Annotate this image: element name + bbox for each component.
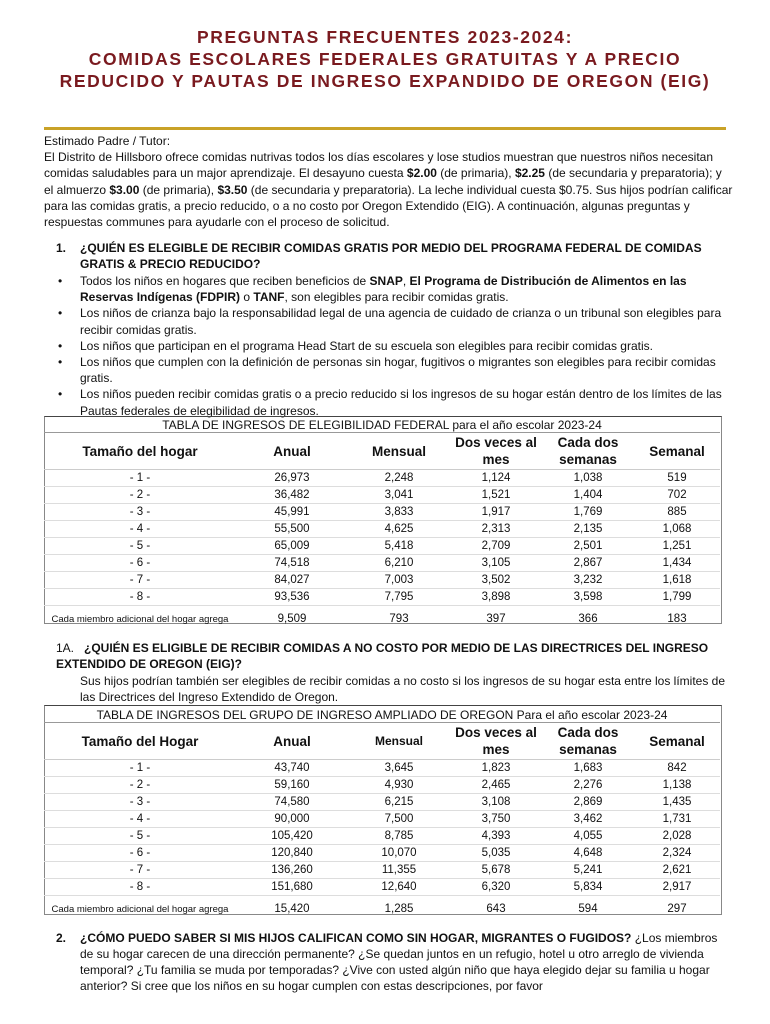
table-cell: - 3 - (44, 794, 236, 811)
table-cell: - 6 - (44, 555, 236, 572)
table-cell: - 3 - (44, 504, 236, 521)
table-row (44, 487, 720, 504)
table-cell: - 4 - (44, 521, 236, 538)
table-header-row (44, 723, 720, 760)
table-cell: 3,105 (450, 555, 542, 572)
question-2 (56, 930, 726, 994)
table-cell: 594 (578, 903, 598, 915)
column-header: Dos veces al mes (450, 433, 542, 470)
table-cell: 4,055 (542, 828, 634, 845)
table-cell: 3,232 (542, 572, 634, 589)
table-cell: 1,038 (542, 470, 634, 487)
table-row (44, 862, 720, 879)
table-cell: 12,640 (348, 879, 450, 896)
column-header: Semanal (634, 433, 720, 470)
table-cell: 93,536 (236, 589, 348, 606)
table-cell: 74,580 (236, 794, 348, 811)
table-cell: 3,750 (450, 811, 542, 828)
table-cell: 1,068 (634, 521, 720, 538)
table-cell: 15,420 (274, 903, 310, 915)
table-row (44, 811, 720, 828)
question-text: ¿QUIÉN ES ELEGIBLE DE RECIBIR COMIDAS GRATIS POR MEDIO DEL PROGRAMA FEDERAL DE COMIDAS GRATIS & PRECIO REDUCIDO? (80, 241, 702, 271)
table-cell: - 7 - (44, 572, 236, 589)
table-cell: - 2 - (44, 777, 236, 794)
question-number: 2. (56, 931, 67, 945)
table-cell: 366 (578, 613, 598, 625)
table-cell: 3,041 (348, 487, 450, 504)
table-cell: 2,324 (634, 845, 720, 862)
table-row (44, 589, 720, 606)
table-cell: 2,917 (634, 879, 720, 896)
table-cell: 1,521 (450, 487, 542, 504)
table-cell: 43,740 (236, 760, 348, 777)
table-cell: - 8 - (44, 879, 236, 896)
table-cell: 84,027 (236, 572, 348, 589)
table-cell: 1,618 (634, 572, 720, 589)
question-number: 1. (56, 241, 67, 255)
table-cell: 5,241 (542, 862, 634, 879)
table-cell: 5,834 (542, 879, 634, 896)
table-cell: 1,434 (634, 555, 720, 572)
table-cell: 2,869 (542, 794, 634, 811)
table-cell: 2,135 (542, 521, 634, 538)
question-1a-body: Sus hijos podrían también ser elegibles de recibir comidas a no costo si los ingresos de su hogar esta entre los límites de las Directrices del Ingreso Extendido de Oregon. (80, 674, 726, 704)
table-cell: 6,320 (450, 879, 542, 896)
table-row-additional (44, 606, 720, 633)
column-header: Anual (236, 433, 348, 470)
table-cell: - 1 - (44, 470, 236, 487)
table-cell: 59,160 (236, 777, 348, 794)
table-cell: 183 (667, 613, 687, 625)
table-cell: 3,108 (450, 794, 542, 811)
table-cell: 1,285 (384, 903, 414, 915)
column-header: Cada dos semanas (542, 433, 634, 470)
title-line-3: REDUCIDO Y PAUTAS DE INGRESO EXPANDIDO DE OREGON (EIG) (59, 71, 711, 91)
table-row (44, 555, 720, 572)
table-cell: 1,251 (634, 538, 720, 555)
table-cell: 2,313 (450, 521, 542, 538)
table-cell: 1,404 (542, 487, 634, 504)
intro-paragraph: El Distrito de Hillsboro ofrece comidas nutrivas todos los días escolares y lose studios muestran que nuestros niños necesitan comidas saludables para un major aprendizaje. El desayuno cuesta $2.00 (de primaria), $2.25 (de secundaria y preparatoria); y el almuerzo $3.00 (de primaria), $3.50 (de secundaria y preparatoria). La leche individual cuesta $0.75. Sus hijos podrían calificar para las comidas gratis, a precio reducido, o a no costo por Oregon Extendido (EIG). A continuación, algunas preguntas y respuestas communes para ayudarle con el proceso de solicitud. (44, 150, 733, 230)
table-cell: - 7 - (44, 862, 236, 879)
table-cell: 7,795 (348, 589, 450, 606)
table-cell: 4,625 (348, 521, 450, 538)
table-row (44, 572, 720, 589)
question-1a (56, 640, 726, 672)
table-cell: 1,799 (634, 589, 720, 606)
table-cell: 3,833 (348, 504, 450, 521)
table-cell: Cada miembro adicional del hogar agrega (51, 903, 229, 915)
table-caption: TABLA DE INGRESOS DEL GRUPO DE INGRESO AMPLIADO DE OREGON Para el año escolar 2023-24 (44, 707, 720, 723)
table-cell: 2,621 (634, 862, 720, 879)
list-item: • Los niños pueden recibir comidas gratis o a precio reducido si los ingresos de su hogar están dentro de los límites de las Pautas federales de elegibilidad de ingresos. (56, 386, 726, 418)
table-cell: 1,124 (450, 470, 542, 487)
table-cell: 3,898 (450, 589, 542, 606)
intro-section (44, 133, 734, 230)
table-cell: 136,260 (236, 862, 348, 879)
table-cell: 8,785 (348, 828, 450, 845)
table-caption: TABLA DE INGRESOS DE ELEGIBILIDAD FEDERAL para el año escolar 2023-24 (44, 417, 720, 433)
column-header: Anual (236, 723, 348, 760)
table-cell: 793 (389, 613, 409, 625)
table-cell: 5,678 (450, 862, 542, 879)
table-row (44, 760, 720, 777)
table-row (44, 538, 720, 555)
table-cell: 2,501 (542, 538, 634, 555)
table-cell: - 2 - (44, 487, 236, 504)
table-cell: 297 (667, 903, 687, 915)
table-row (44, 794, 720, 811)
question-text: 1A. ¿QUIÉN ES ELIGIBLE DE RECIBIR COMIDAS A NO COSTO POR MEDIO DE LAS DIRECTRICES DEL INGRESO EXTENDIDO DE OREGON (EIG)? (56, 641, 709, 671)
table-cell: 74,518 (236, 555, 348, 572)
table-cell: - 5 - (44, 538, 236, 555)
table-row (44, 470, 720, 487)
eligibility-list (56, 273, 726, 419)
table-cell: 9,509 (277, 613, 307, 625)
column-header: Tamaño del Hogar (44, 723, 236, 760)
table-cell: 702 (634, 487, 720, 504)
table-cell: 105,420 (236, 828, 348, 845)
table-cell: 2,276 (542, 777, 634, 794)
table-cell: - 5 - (44, 828, 236, 845)
table-cell: - 8 - (44, 589, 236, 606)
table-cell: 885 (634, 504, 720, 521)
table-cell: 10,070 (348, 845, 450, 862)
column-header: Dos veces al mes (450, 723, 542, 760)
table-header-row (44, 433, 720, 470)
table-cell: 3,502 (450, 572, 542, 589)
table-cell: 1,138 (634, 777, 720, 794)
table-cell: 2,248 (348, 470, 450, 487)
table-cell: 519 (634, 470, 720, 487)
table-cell: 5,035 (450, 845, 542, 862)
column-header: Tamaño del hogar (44, 433, 236, 470)
list-item: • Los niños de crianza bajo la responsabilidad legal de una agencia de cuidado de crianza o un tribunal son elegibles para recibir comidas gratis. (56, 305, 726, 337)
column-header: Semanal (634, 723, 720, 760)
table-row (44, 879, 720, 896)
table-cell: 36,482 (236, 487, 348, 504)
table-cell: 5,418 (348, 538, 450, 555)
column-header: Cada dos semanas (542, 723, 634, 760)
list-item: • Los niños que participan en el programa Head Start de su escuela son elegibles para recibir comidas gratis. (56, 338, 726, 354)
table-cell: 26,973 (236, 470, 348, 487)
table-cell: 120,840 (236, 845, 348, 862)
gold-divider (44, 127, 726, 130)
table-cell: 2,709 (450, 538, 542, 555)
table-row (44, 521, 720, 538)
column-header: Mensual (348, 723, 450, 760)
table-cell: - 1 - (44, 760, 236, 777)
table-cell: 90,000 (236, 811, 348, 828)
table-cell: 1,435 (634, 794, 720, 811)
table-cell: 1,917 (450, 504, 542, 521)
list-item: • Los niños que cumplen con la definición de personas sin hogar, fugitivos o migrantes son elegibles para recibir comidas gratis. (56, 354, 726, 386)
table-cell: 2,465 (450, 777, 542, 794)
table-cell: 1,823 (450, 760, 542, 777)
table-cell: 151,680 (236, 879, 348, 896)
document-title (30, 26, 740, 92)
question-text: ¿CÓMO PUEDO SABER SI MIS HIJOS CALIFICAN COMO SIN HOGAR, MIGRANTES O FUGIDOS? ¿Los miembros de su hogar carecen de una dirección permanente? ¿Se quedan juntos en un refugio, hotel u otro arreglo de vivienda temporal? ¿Tu familia se muda por temporadas? ¿Vive con usted algún niño que haya elegido dejar su familia u hogar anterior? Si cree que los niños en su hogar cumplen con estas descripciones, por favor (80, 931, 718, 993)
table-cell: 3,645 (348, 760, 450, 777)
title-line-2: COMIDAS ESCOLARES FEDERALES GRATUITAS Y A PRECIO (88, 49, 682, 69)
table-cell: 842 (634, 760, 720, 777)
title-line-1: PREGUNTAS FRECUENTES 2023-2024: (196, 27, 574, 47)
table-cell: 3,462 (542, 811, 634, 828)
table-cell: 6,215 (348, 794, 450, 811)
table-cell: 3,598 (542, 589, 634, 606)
table-cell: 7,003 (348, 572, 450, 589)
table-cell: 65,009 (236, 538, 348, 555)
table-cell: 7,500 (348, 811, 450, 828)
table-row (44, 845, 720, 862)
salutation: Estimado Padre / Tutor: (44, 134, 171, 148)
table-cell: 2,028 (634, 828, 720, 845)
table-cell: Cada miembro adicional del hogar agrega (51, 613, 229, 625)
column-header: Mensual (348, 433, 450, 470)
table-cell: 1,683 (542, 760, 634, 777)
table-cell: 2,867 (542, 555, 634, 572)
table-row (44, 504, 720, 521)
table-cell: 11,355 (348, 862, 450, 879)
question-1 (56, 240, 726, 272)
table-cell: 4,393 (450, 828, 542, 845)
table-cell: 397 (486, 613, 506, 625)
oregon-eig-income-table (44, 707, 720, 922)
table-cell: 6,210 (348, 555, 450, 572)
table-cell: 1,769 (542, 504, 634, 521)
table-cell: 643 (486, 903, 506, 915)
table-cell: - 6 - (44, 845, 236, 862)
table-row (44, 828, 720, 845)
table-cell: 4,930 (348, 777, 450, 794)
table-row-additional (44, 896, 720, 923)
table-cell: 55,500 (236, 521, 348, 538)
list-item: • Todos los niños en hogares que reciben beneficios de SNAP, El Programa de Distribución de Alimentos en las Reservas Indígenas (FDPIR) o TANF, son elegibles para recibir comidas gratis. (56, 273, 726, 305)
table-cell: - 4 - (44, 811, 236, 828)
table-cell: 45,991 (236, 504, 348, 521)
federal-income-table (44, 417, 720, 632)
table-cell: 4,648 (542, 845, 634, 862)
table-cell: 1,731 (634, 811, 720, 828)
table-row (44, 777, 720, 794)
